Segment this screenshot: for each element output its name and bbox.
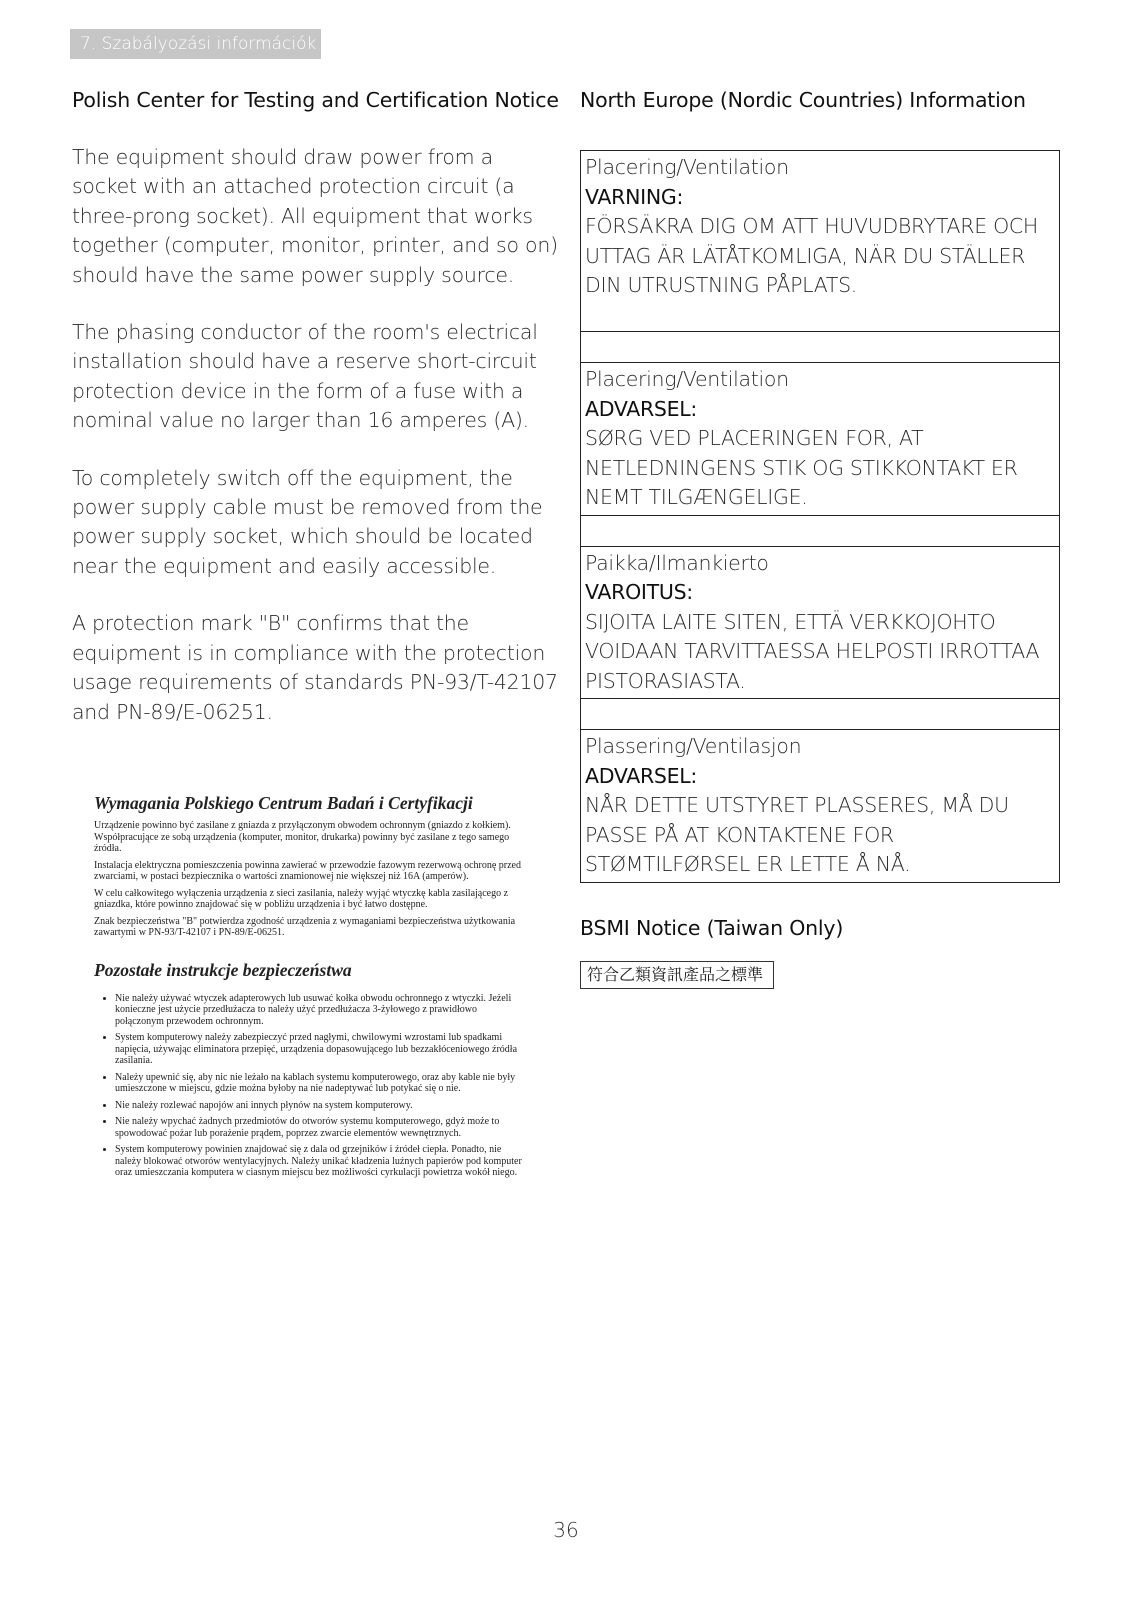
table-divider (581, 515, 1059, 547)
block-label: ADVARSEL: (585, 763, 698, 788)
polish-paragraph: Urządzenie powinno być zasilane z gniazda z przyłączonym obwodem ochronnym (gniazdo z kołkiem). Współpracujące ze sobą urządzenia (komputer, monitor, drukarka) powinny być zasilane z tego samego źródła. (94, 820, 511, 854)
block-heading: Placering/Ventilation (585, 367, 789, 391)
bsmi-title: BSMI Notice (Taiwan Only) (580, 916, 844, 940)
block-text: FÖRSÄKRA DIG OM ATT HUVUDBRYTARE OCH UTTAG ÄR LÄTÅTKOMLIGA, NÄR DU STÄLLER DIN UTRUSTNING PÅPLATS. (585, 214, 1039, 297)
block-heading: Paikka/Ilmankierto (585, 550, 769, 575)
block-label: VAROITUS: (585, 580, 693, 604)
left-column (72, 86, 562, 727)
block-label: ADVARSEL: (585, 396, 698, 421)
warning-block-finnish (581, 547, 1059, 699)
list-item: • Nie należy wpychać żadnych przedmiotów do otworów systemu komputerowego, gdyż może to spowodować pożar lub porażenie prądem, poprzez zwarcie elementów wewnętrznych. (115, 1116, 524, 1139)
block-text: NÅR DETTE UTSTYRET PLASSERES, MÅ DU PASSE PÅ AT KONTAKTENE FOR STØMTILFØRSEL ER LETTE Å NÅ. (585, 793, 1009, 876)
polish-bullet-list (94, 993, 524, 1179)
page-number: 36 (553, 1518, 579, 1542)
paragraph: To completely switch off the equipment, the power supply cable must be removed from the power supply socket, which should be located near the equipment and easily accessible. (72, 465, 543, 578)
polish-safety-title: Pozostałe instrukcje bezpieczeństwa (94, 959, 352, 980)
warning-block-danish (581, 363, 1059, 515)
block-text: SIJOITA LAITE SITEN, ETTÄ VERKKOJOHTO VOIDAAN TARVITTAESSA HELPOSTI IRROTTAA PISTORASIASTA. (585, 609, 1040, 693)
polish-title: Wymagania Polskiego Centrum Badań i Certyfikacji (94, 793, 473, 813)
paragraph: The equipment should draw power from a socket with an attached protection circuit (a three-prong socket). All equipment that works together (computer, monitor, printer, and so on) should have the same power supply source. (72, 145, 558, 287)
paragraph: The phasing conductor of the room's electrical installation should have a reserve short-circuit protection device in the form of a fuse with a nominal value no larger than 16 amperes (A). (72, 320, 538, 433)
warning-block-norwegian (581, 730, 1059, 882)
block-text: SØRG VED PLACERINGEN FOR, AT NETLEDNINGENS STIK OG STIKKONTAKT ER NEMT TILGÆNGELIGE. (585, 426, 1018, 509)
list-item: • Nie należy rozlewać napojów ani innych płynów na system komputerowy. (115, 1100, 524, 1112)
block-heading: Placering/Ventilation (585, 155, 789, 179)
table-divider (581, 698, 1059, 730)
section-tab: 7. Szabályozási információk (70, 29, 321, 59)
polish-requirements-image (94, 792, 524, 1184)
polish-paragraph: W celu całkowitego wyłączenia urządzenia z sieci zasilania, należy wyjąć wtyczkę kabla zasilającego z gniazdka, które powinno znajdować się w pobliżu urządzenia i być łatwo dostępne. (94, 887, 509, 910)
right-column (580, 86, 1060, 115)
list-item: • System komputerowy należy zabezpieczyć przed nagłymi, chwilowymi wzrostami lub spadkami napięcia, używając eliminatora przepięć, urządzenia dopasowującego lub bezzakłóceniowego źródła zasilania. (115, 1032, 524, 1067)
block-heading: Plassering/Ventilasjon (585, 734, 802, 758)
polish-notice-title: Polish Center for Testing and Certification Notice (72, 88, 559, 112)
block-label: VARNING: (585, 184, 684, 209)
warning-block-swedish (581, 151, 1059, 331)
bsmi-mark-box: 符合乙類資訊產品之標準 (580, 961, 774, 989)
nordic-title: North Europe (Nordic Countries) Information (580, 88, 1026, 112)
table-divider (581, 331, 1059, 363)
polish-paragraph: Znak bezpieczeństwa "B" potwierdza zgodność urządzenia z wymaganiami bezpieczeństwa użytkowania zawartymi w PN-93/T-42107 i PN-89/E-06251. (94, 915, 516, 938)
list-item: • System komputerowy powinien znajdować się z dala od grzejników i źródeł ciepła. Ponadto, nie należy blokować otworów wentylacyjnych. Należy unikać kładzenia luźnych papierów pod komputer oraz umieszczania komputera w ciasnym miejscu bez możliwości cyrkulacji powietrza wokół niego. (115, 1144, 524, 1179)
nordic-warning-table (580, 150, 1060, 883)
polish-paragraph: Instalacja elektryczna pomieszczenia powinna zawierać w przewodzie fazowym rezerwową ochronę przed zwarciami, w postaci bezpiecznika o wartości znamionowej nie większej niż 16A (amperów). (94, 859, 521, 882)
list-item: • Nie należy używać wtyczek adapterowych lub usuwać kołka obwodu ochronnego z wtyczki. Jeżeli konieczne jest użycie przedłużacza to należy użyć przedłużacza 3-żyłowego z prawidłowo połączonym przewodem ochronnym. (115, 993, 524, 1028)
paragraph: A protection mark "B" confirms that the equipment is in compliance with the protection usage requirements of standards PN-93/T-42107 and PN-89/E-06251. (72, 611, 558, 724)
list-item: • Należy upewnić się, aby nic nie leżało na kablach systemu komputerowego, oraz aby kable nie były umieszczone w miejscu, gdzie można byłoby na nie nadeptywać lub potykać się o nie. (115, 1072, 524, 1095)
